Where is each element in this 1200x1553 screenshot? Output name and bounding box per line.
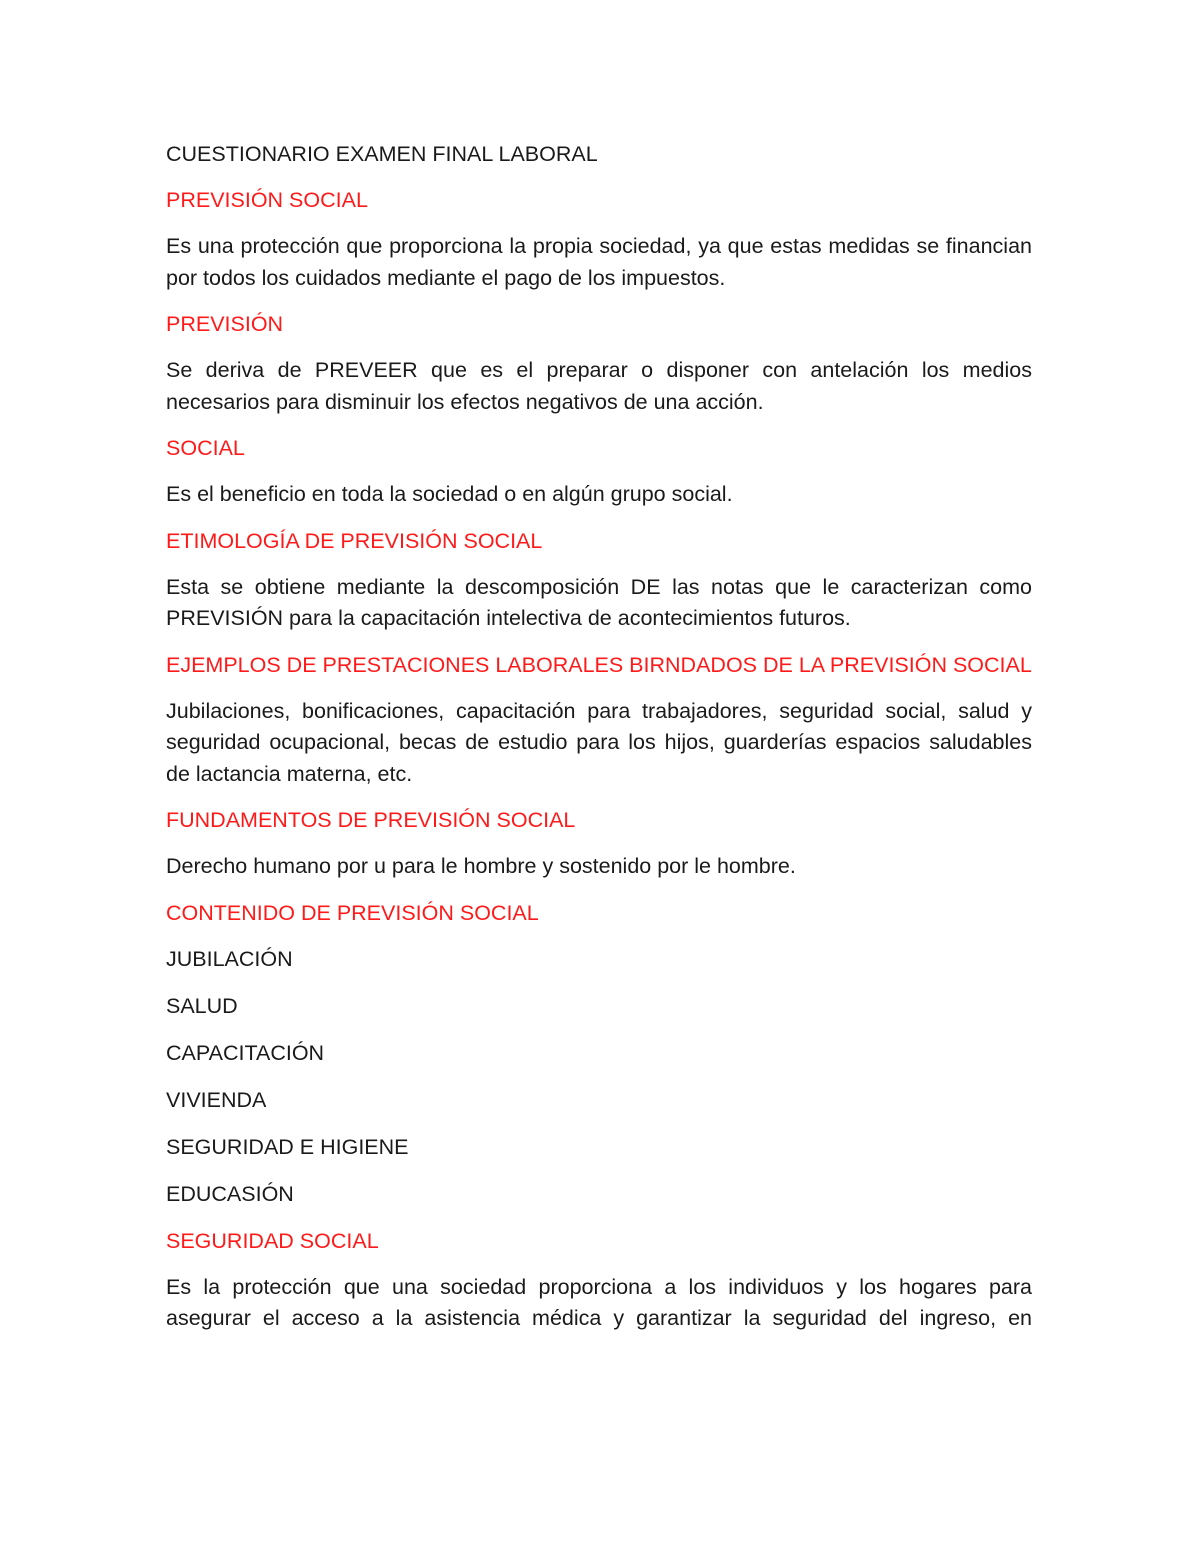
section-body-social: Es el beneficio en toda la sociedad o en algún grupo social. (166, 482, 733, 506)
section-body-ejemplos: Jubilaciones, bonificaciones, capacitación para trabajadores, seguridad social, salud y seguridad ocupacional, becas de estudio para los hijos, guarderías espacios saludables de lactancia materna, etc. (166, 698, 1032, 786)
section-heading-fundamentos: FUNDAMENTOS DE PREVISIÓN SOCIAL (166, 808, 576, 832)
section-heading-social: SOCIAL (166, 436, 245, 460)
section-heading-prevision-social: PREVISIÓN SOCIAL (166, 188, 368, 212)
list-item: JUBILACIÓN (166, 946, 293, 971)
section-heading-contenido: CONTENIDO DE PREVISIÓN SOCIAL (166, 900, 539, 925)
section-heading-seguridad-social: SEGURIDAD SOCIAL (166, 1228, 379, 1253)
document-page (166, 139, 1032, 1350)
list-item: CAPACITACIÓN (166, 1040, 325, 1065)
list-item: SEGURIDAD E HIGIENE (166, 1134, 409, 1159)
section-body-seguridad-social: Es la protección que una sociedad proporciona a los individuos y los hogares para asegurar el acceso a la asistencia médica y garantizar la seguridad del ingreso, en (166, 1274, 1032, 1330)
list-item: EDUCASIÓN (166, 1181, 294, 1206)
section-body-etimologia: Esta se obtiene mediante la descomposición DE las notas que le caracterizan como PREVISIÓN para la capacitación intelectiva de acontecimientos futuros. (166, 574, 1032, 630)
section-body-prevision: Se deriva de PREVEER que es el preparar o disponer con antelación los medios necesarios para disminuir los efectos negativos de una acción. (166, 358, 1032, 414)
list-item: SALUD (166, 993, 238, 1018)
section-heading-ejemplos: EJEMPLOS DE PRESTACIONES LABORALES BIRNDADOS DE LA PREVISIÓN SOCIAL (166, 652, 1032, 677)
section-heading-prevision: PREVISIÓN (166, 312, 284, 336)
section-body-fundamentos: Derecho humano por u para le hombre y sostenido por le hombre. (166, 854, 796, 878)
section-heading-etimologia: ETIMOLOGÍA DE PREVISIÓN SOCIAL (166, 528, 543, 553)
section-body-prevision-social: Es una protección que proporciona la propia sociedad, ya que estas medidas se financian por todos los cuidados mediante el pago de los impuestos. (166, 234, 1032, 290)
document-title: CUESTIONARIO EXAMEN FINAL LABORAL (166, 142, 598, 166)
list-item: VIVIENDA (166, 1087, 267, 1112)
